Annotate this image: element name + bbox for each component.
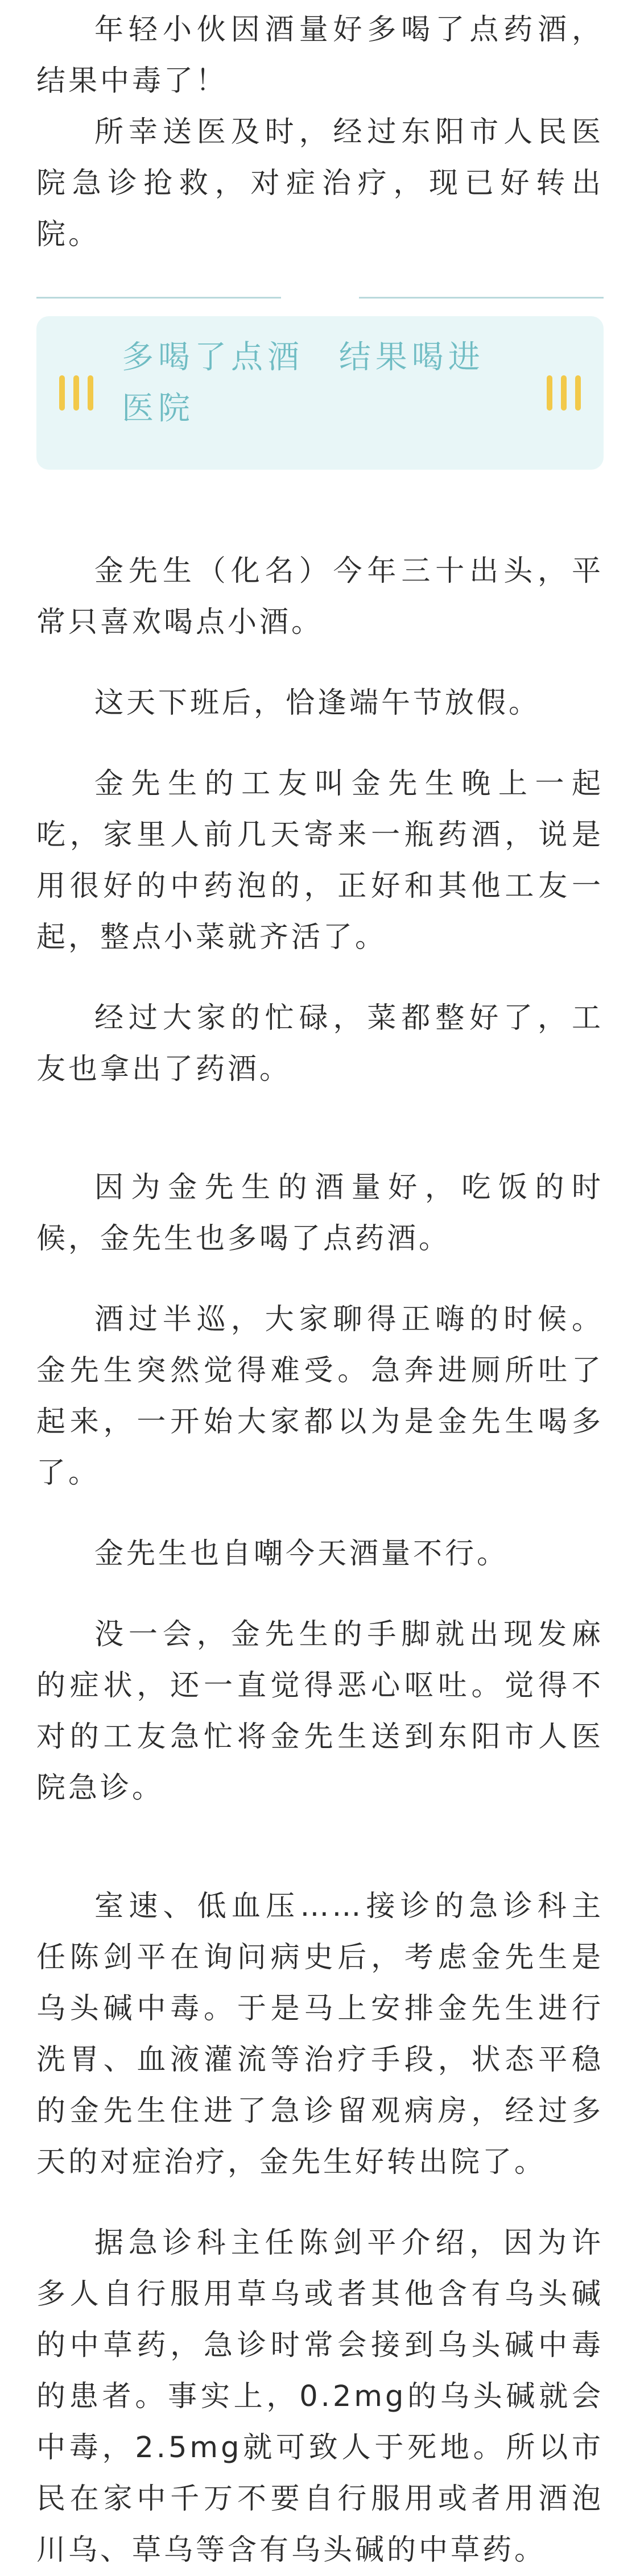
divider-line-left bbox=[36, 297, 281, 299]
bars-decoration-icon bbox=[59, 375, 93, 411]
body-paragraph: 酒过半巡，大家聊得正嗨的时候。金先生突然觉得难受。急奔进厕所吐了起来，一开始大家都以为是金先生喝多了。 bbox=[36, 1303, 604, 1490]
bars-decoration-icon bbox=[547, 375, 581, 411]
body-paragraph: 据急诊科主任陈剑平介绍，因为许多人自行服用草乌或者其他含有乌头碱的中草药，急诊时常会接到乌头碱中毒的患者。事实上，0.2mg的乌头碱就会中毒，2.5mg就可致人于死地。所以市民在家中千万不要自行服用或者用酒泡川乌、草乌等含有乌头碱的中草药。 bbox=[36, 2226, 604, 2567]
section-heading-title: 多喝了点酒 结果喝进医院 bbox=[122, 339, 485, 427]
article-intro bbox=[36, 0, 604, 260]
body-paragraph: 经过大家的忙碌，菜都整好了，工友也拿出了药酒。 bbox=[36, 1001, 604, 1086]
divider-line-right bbox=[359, 297, 604, 299]
intro-paragraph: 所幸送医及时，经过东阳市人民医院急诊抢救，对症治疗，现已好转出院。 bbox=[36, 115, 604, 251]
body-paragraph: 金先生的工友叫金先生晚上一起吃，家里人前几天寄来一瓶药酒，说是用很好的中药泡的，正好和其他工友一起，整点小菜就齐活了。 bbox=[36, 767, 604, 954]
body-paragraph: 金先生（化名）今年三十出头，平常只喜欢喝点小酒。 bbox=[36, 554, 604, 639]
section-divider bbox=[36, 297, 604, 300]
body-paragraph: 没一会，金先生的手脚就出现发麻的症状，还一直觉得恶心呕吐。觉得不对的工友急忙将金先生送到东阳市人医院急诊。 bbox=[36, 1618, 604, 1805]
body-paragraph: 这天下班后，恰逢端午节放假。 bbox=[94, 686, 541, 720]
body-paragraph: 室速、低血压……接诊的急诊科主任陈剑平在询问病史后，考虑金先生是乌头碱中毒。于是马上安排金先生进行洗胃、血液灌流等治疗手段，状态平稳的金先生住进了急诊留观病房，经过多天的对症治疗，金先生好转出院了。 bbox=[36, 1890, 604, 2179]
article-body bbox=[36, 546, 604, 2576]
section-heading-banner bbox=[36, 316, 604, 470]
body-paragraph: 因为金先生的酒量好，吃饭的时候，金先生也多喝了点药酒。 bbox=[36, 1171, 604, 1256]
body-paragraph: 金先生也自嘲今天酒量不行。 bbox=[94, 1537, 509, 1571]
intro-paragraph: 年轻小伙因酒量好多喝了点药酒，结果中毒了！ bbox=[36, 13, 604, 98]
